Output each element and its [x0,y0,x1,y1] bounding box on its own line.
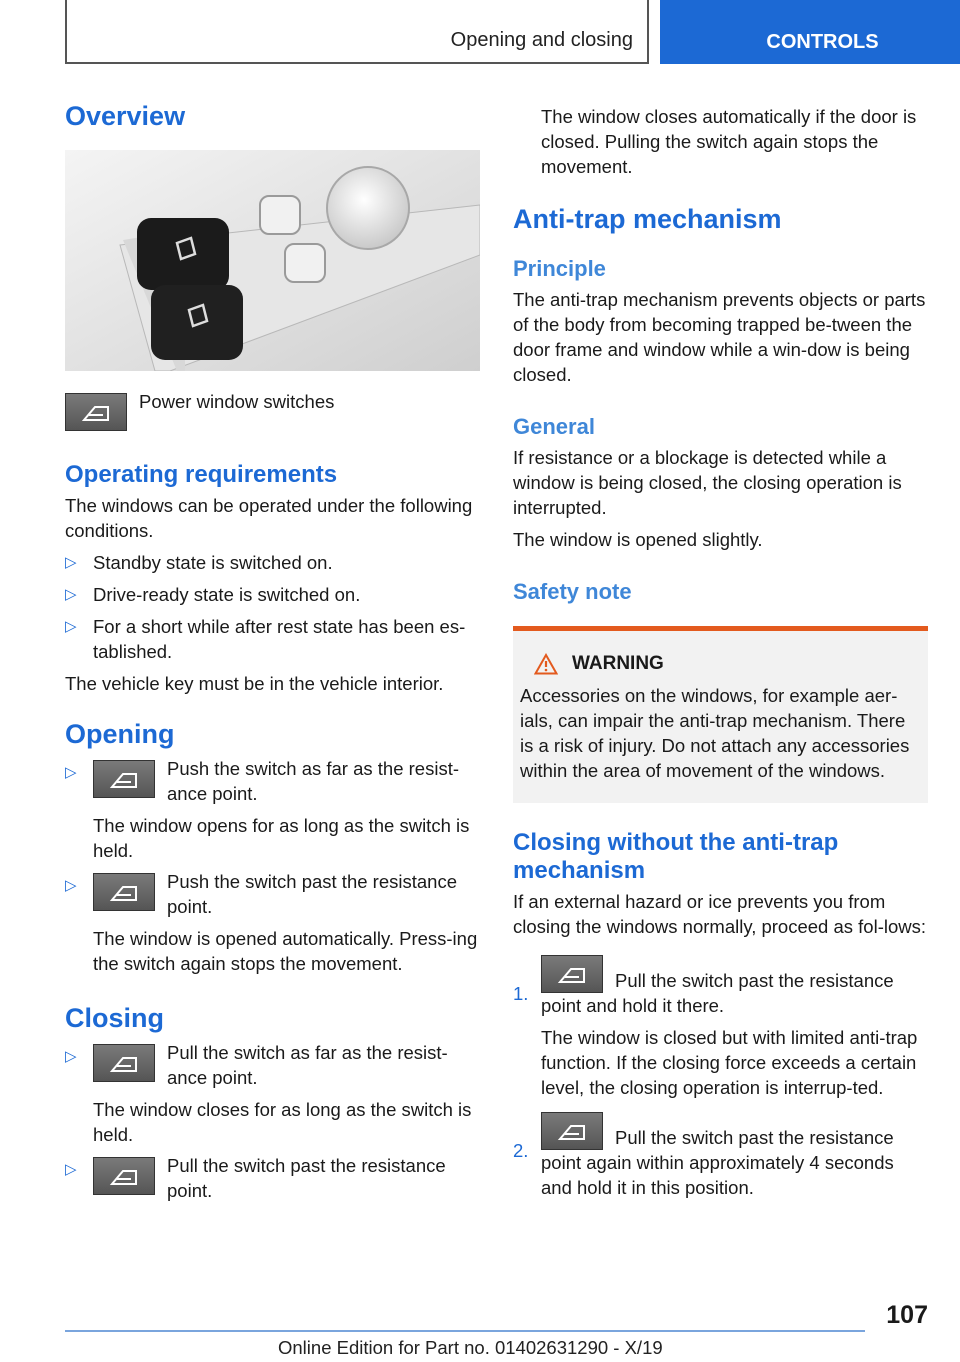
triangle-right-icon: ▷ [65,764,77,781]
operating-requirements-heading: Operating requirements [65,461,338,488]
page-number: 107 [886,1301,928,1329]
overview-caption [65,393,480,431]
window-switch-icon [93,1044,155,1082]
safety-note-heading: Safety note [513,579,632,604]
triangle-right-icon: ▷ [65,877,77,894]
warning-box [513,626,928,803]
window-switch-icon [541,955,603,993]
list-item-text: Standby state is switched on. [93,552,333,573]
left-column [65,100,480,1203]
triangle-right-icon: ▷ [65,1161,77,1178]
switch-panel-illustration [65,150,480,371]
operating-note: The vehicle key must be in the vehicle interior. [65,673,444,694]
list-item [65,1157,480,1203]
principle-heading: Principle [513,256,606,281]
triangle-right-icon: ▷ [65,586,77,603]
list-item-subtext: The window opens for as long as the switch is held. [93,815,470,861]
operating-intro: The windows can be operated under the following conditions. [65,495,473,541]
list-item [65,550,480,575]
caption-text: Power window switches [139,391,335,412]
list-item-subtext: The window is opened automatically. Press-ing the switch again stops the movement. [93,928,478,974]
footer-divider [65,1330,865,1332]
triangle-right-icon: ▷ [65,618,77,635]
step-lead-rest: point and hold it there. [541,995,725,1016]
window-switch-icon [65,393,127,431]
list-item-text: Pull the switch past the resistance point. [167,1155,446,1201]
general-heading: General [513,414,595,439]
general-text-2: The window is opened slightly. [513,529,763,550]
closing-heading: Closing [65,1003,164,1033]
step-number: 1. [513,983,529,1004]
footer-edition-text: Online Edition for Part no. 01402631290 - X/19 [278,1337,663,1358]
list-item [65,1044,480,1147]
right-column [513,104,928,1200]
warning-title-row [520,653,920,675]
triangle-right-icon: ▷ [65,554,77,571]
warning-triangle-icon [534,653,558,675]
window-switch-icon [93,760,155,798]
step-number: 2. [513,1140,529,1161]
window-switch-icon [541,1112,603,1150]
list-item-text: Drive-ready state is switched on. [93,584,361,605]
closing-without-intro: If an external hazard or ice prevents you from closing the windows normally, proceed as fol-lows: [513,891,927,937]
closing-without-anti-trap-heading: Closing without the anti-trap mechanism [513,829,839,884]
list-item-text: Push the switch as far as the resist-ance point. [167,758,460,804]
list-item-subtext: The window closes for as long as the switch is held. [93,1099,472,1145]
list-item [65,614,480,664]
warning-title: WARNING [572,653,664,674]
window-switch-icon [93,873,155,911]
list-item [513,1112,928,1200]
list-item-text: For a short while after rest state has been es-tablished. [93,616,466,662]
list-item [513,955,928,1100]
window-switch-icon [93,1157,155,1195]
list-item-text: Pull the switch as far as the resist-ance point. [167,1042,448,1088]
anti-trap-heading: Anti-trap mechanism [513,204,782,234]
step-lead-text: Pull the switch past the resistance [615,1127,894,1148]
closing-continued-text: The window closes automatically if the door is closed. Pulling the switch again stops the movement. [541,106,917,177]
list-item-text: Push the switch past the resistance point. [167,871,457,917]
power-window-switches-photo [65,150,480,371]
opening-heading: Opening [65,719,175,749]
list-item [65,760,480,863]
list-item [65,873,480,976]
triangle-right-icon: ▷ [65,1048,77,1065]
general-text-1: If resistance or a blockage is detected while a window is being closed, the closing operation is interrupted. [513,447,902,518]
step-lead-rest: point again within approximately 4 seconds and hold it in this position. [541,1152,894,1198]
principle-text: The anti-trap mechanism prevents objects or parts of the body from becoming trapped be-tween the door frame and window while a win-dow is being closed. [513,289,926,385]
step-subtext: The window is closed but with limited anti-trap function. If the closing force exceeds a certain level, the closing operation is interrup-ted. [541,1027,918,1098]
warning-text: Accessories on the windows, for example aer-ials, can impair the anti-trap mechanism. There is a risk of injury. Do not attach any accessories within the area of movement of the windows. [520,685,910,781]
header-section-title: Opening and closing [450,29,633,51]
header-chapter-tab[interactable]: CONTROLS [660,0,960,64]
step-lead-text: Pull the switch past the resistance [615,970,894,991]
overview-heading: Overview [65,101,186,131]
list-item [65,582,480,607]
